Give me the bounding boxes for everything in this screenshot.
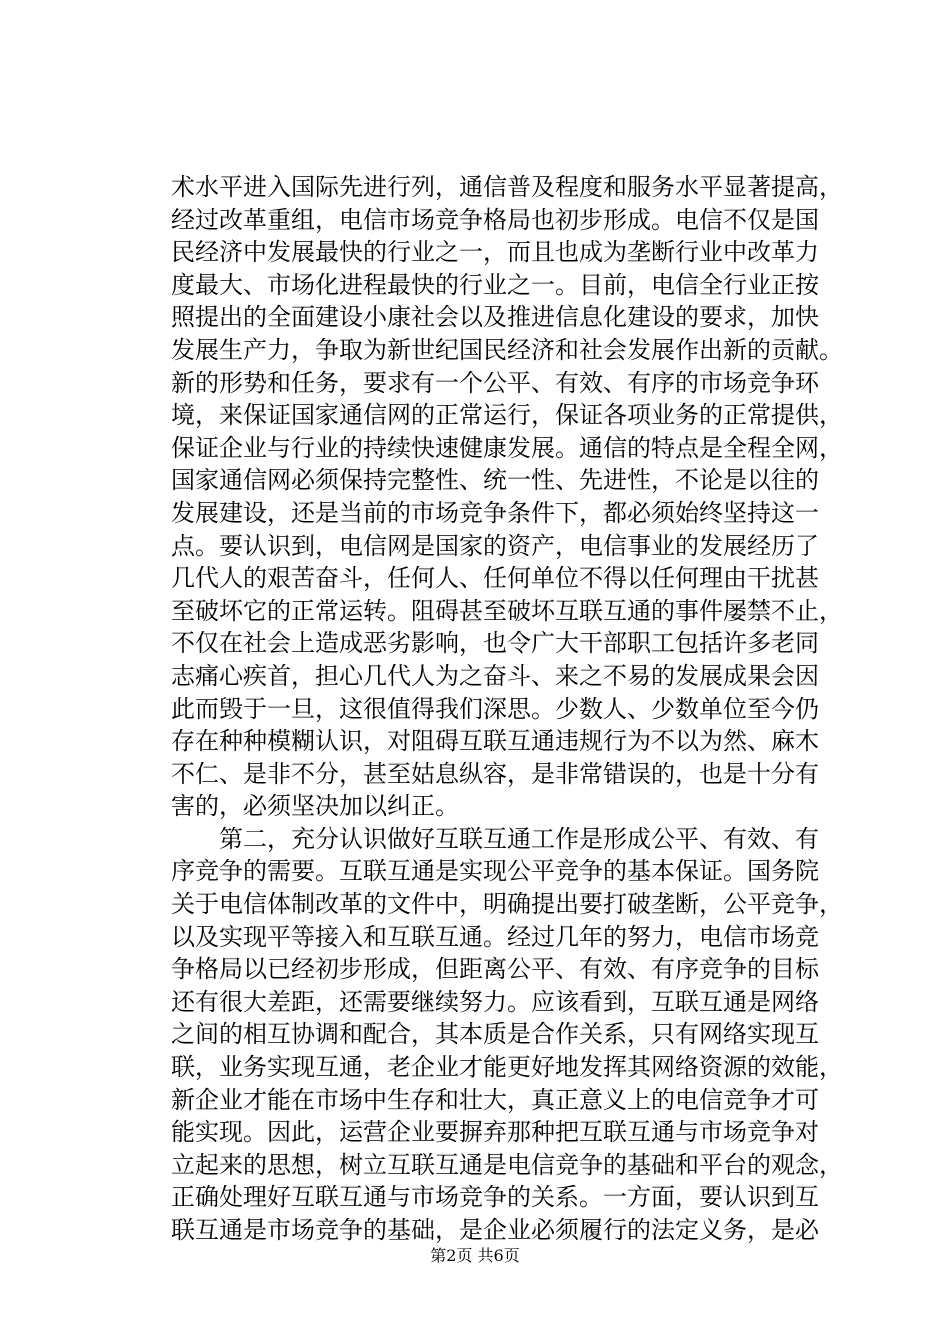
text-line: 民经济中发展最快的行业之一，而且也成为垄断行业中改革力: [171, 238, 819, 267]
text-line: 立起来的思想，树立互联互通是电信竞争的基础和平台的观念，: [171, 1150, 843, 1179]
text-line: 争格局以已经初步形成，但距离公平、有效、有序竞争的目标: [171, 955, 819, 984]
text-line: 志痛心疾首，担心几代人为之奋斗、来之不易的发展成果会因: [171, 661, 819, 690]
text-line: 此而毁于一旦，这很值得我们深思。少数人、少数单位至今仍: [171, 694, 819, 723]
text-line: 不仁、是非不分，甚至姑息纵容，是非常错误的，也是十分有: [171, 759, 819, 788]
text-line: 术水平进入国际先进行列，通信普及程度和服务水平显著提高，: [171, 173, 843, 201]
text-line: 照提出的全面建设小康社会以及推进信息化建设的要求，加快: [171, 303, 819, 332]
text-line: 能实现。因此，运营企业要摒弃那种把互联互通与市场竞争对: [171, 1118, 819, 1147]
text-line: 国家通信网必须保持完整性、统一性、先进性，不论是以往的: [171, 466, 819, 495]
text-line: 不仅在社会上造成恶劣影响，也令广大干部职工包括许多老同: [171, 629, 819, 658]
text-line: 联互通是市场竞争的基础，是企业必须履行的法定义务，是必: [171, 1216, 819, 1244]
text-line: 度最大、市场化进程最快的行业之一。目前，电信全行业正按: [171, 270, 819, 299]
text-line: 几代人的艰苦奋斗，任何人、任何单位不得以任何理由干扰甚: [171, 564, 819, 593]
text-line: 关于电信体制改革的文件中，明确提出要打破垄断，公平竞争，: [171, 890, 843, 919]
text-line: 保证企业与行业的持续快速健康发展。通信的特点是全程全网，: [171, 433, 843, 462]
document-body: [171, 171, 843, 1247]
page-number-footer: 第2页 共6页: [430, 1246, 520, 1265]
paragraph-end-line: 害的，必须坚决加以纠正。: [171, 792, 459, 821]
text-line: 新的形势和任务，要求有一个公平、有效、有序的市场竞争环: [171, 368, 819, 397]
text-line: 点。要认识到，电信网是国家的资产，电信事业的发展经历了: [171, 531, 819, 560]
text-line: 正确处理好互联互通与市场竞争的关系。一方面，要认识到互: [171, 1183, 819, 1212]
text-line: 序竞争的需要。互联互通是实现公平竞争的基本保证。国务院: [171, 857, 819, 886]
text-line: 存在种种模糊认识，对阻碍互联互通违规行为不以为然、麻木: [171, 727, 819, 756]
text-line: 至破坏它的正常运转。阻碍甚至破坏互联互通的事件屡禁不止，: [171, 596, 843, 625]
text-line: 经过改革重组，电信市场竞争格局也初步形成。电信不仅是国: [171, 205, 819, 234]
text-line: 以及实现平等接入和互联互通。经过几年的努力，电信市场竞: [171, 922, 819, 951]
text-line: 发展生产力，争取为新世纪国民经济和社会发展作出新的贡献。: [171, 335, 843, 364]
text-line: 境，来保证国家通信网的正常运行，保证各项业务的正常提供，: [171, 401, 843, 430]
text-line: 联，业务实现互通，老企业才能更好地发挥其网络资源的效能，: [171, 1053, 843, 1082]
text-line: 发展建设，还是当前的市场竞争条件下，都必须始终坚持这一: [171, 498, 819, 527]
text-line: 新企业才能在市场中生存和壮大，真正意义上的电信竞争才可: [171, 1085, 819, 1114]
text-line: 第二，充分认识做好互联互通工作是形成公平、有效、有: [171, 824, 819, 853]
text-line: 还有很大差距，还需要继续努力。应该看到，互联互通是网络: [171, 987, 819, 1016]
text-line: 之间的相互协调和配合，其本质是合作关系，只有网络实现互: [171, 1020, 819, 1049]
